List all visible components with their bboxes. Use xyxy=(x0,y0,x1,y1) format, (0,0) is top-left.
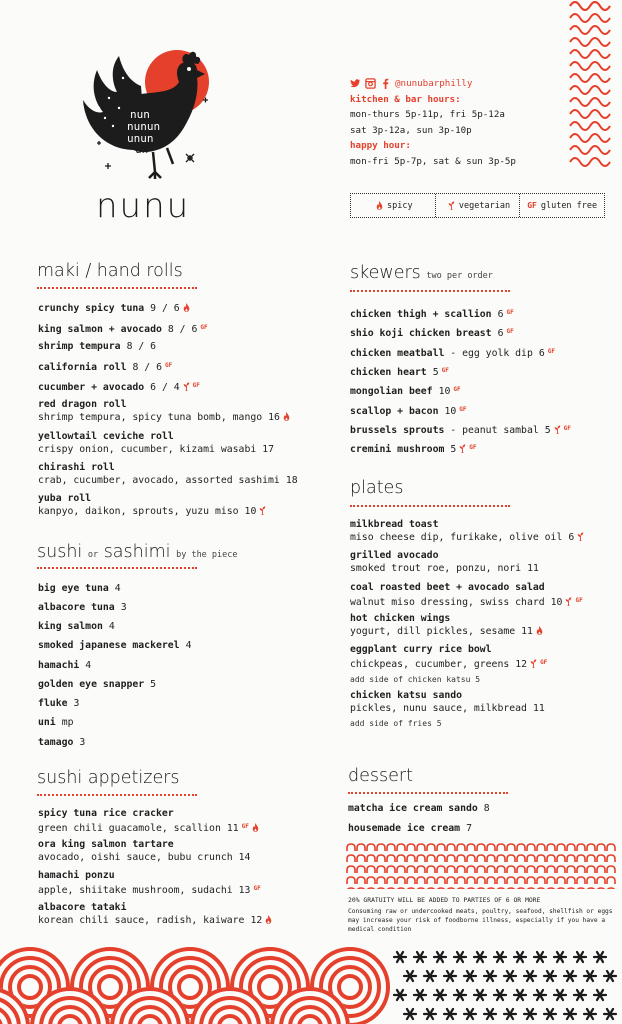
item-price: 10 xyxy=(550,597,563,608)
menu-item xyxy=(348,802,490,815)
wave-pattern-right xyxy=(568,0,616,172)
menu-item xyxy=(38,492,266,518)
title-word: sushi xyxy=(37,542,83,562)
section-divider xyxy=(348,792,508,794)
menu-item xyxy=(38,359,172,374)
flame-icon xyxy=(536,626,543,635)
social-handle[interactable]: @nunubarphilly xyxy=(395,78,473,89)
item-description: korean chili sauce, radish, kaiware xyxy=(38,915,245,926)
menu-item xyxy=(350,422,571,437)
wave-pattern-bottom xyxy=(0,945,622,1024)
item-price: 6 xyxy=(568,532,575,543)
foodborne-warning: Consuming raw or undercooked meats, poultry, seafood, shellfish or eggs may increase your risk of foodborne illness, especially if you have a medical condition xyxy=(348,908,613,933)
item-name: chicken heart xyxy=(350,367,427,378)
item-name: hot chicken wings xyxy=(350,613,451,624)
item-price: 5 xyxy=(432,367,439,378)
item-price: 10 xyxy=(438,386,451,397)
menu-item xyxy=(38,302,190,315)
menu-item xyxy=(350,581,583,609)
section-title-plates: plates xyxy=(350,478,404,498)
wave-pattern-band xyxy=(346,843,616,889)
item-description: pickles, nunu sauce, milkbread xyxy=(350,703,527,714)
menu-item xyxy=(38,582,121,595)
menu-item xyxy=(350,345,555,360)
item-price: 8 / 6 xyxy=(167,324,198,335)
item-name: yellowtail ceviche roll xyxy=(38,431,174,442)
menu-item xyxy=(350,383,461,398)
item-addon-note: add side of chicken katsu 5 xyxy=(350,675,481,684)
menu-item xyxy=(38,901,272,927)
sprout-icon xyxy=(459,444,466,453)
item-extra: - egg yolk dip xyxy=(450,348,533,359)
item-price: 17 xyxy=(262,444,275,455)
item-name: big eye tuna xyxy=(38,583,109,594)
item-price: 10 xyxy=(244,506,257,517)
item-price: 11 xyxy=(532,703,545,714)
item-description: chickpeas, cucumber, greens xyxy=(350,659,510,670)
section-divider xyxy=(37,567,197,569)
menu-item xyxy=(38,869,261,897)
section-divider xyxy=(350,505,510,507)
item-price: 3 xyxy=(79,737,86,748)
item-name: matcha ice cream sando xyxy=(348,803,478,814)
section-title-dessert: dessert xyxy=(348,766,413,786)
menu-item xyxy=(38,838,250,864)
kitchen-hours-heading: kitchen & bar hours: xyxy=(350,93,461,105)
item-name: coal roasted beet + avocado salad xyxy=(350,582,545,593)
item-price: 6 / 4 xyxy=(150,382,180,393)
item-price: 3 xyxy=(120,602,127,613)
item-description: crispy onion, cucumber, kizami wasabi xyxy=(38,444,257,455)
gf-tag: GF xyxy=(547,348,555,355)
item-name: king salmon xyxy=(38,621,103,632)
gf-tag: GF xyxy=(241,823,249,830)
item-price: 8 / 6 xyxy=(132,362,162,373)
menu-item xyxy=(38,716,74,729)
menu-item xyxy=(38,620,115,633)
legend-gluten-free xyxy=(519,194,604,217)
gf-tag: GF xyxy=(459,406,467,413)
legend-vegetarian xyxy=(435,194,520,217)
item-price: 11 xyxy=(226,823,239,834)
section-title-sushi xyxy=(37,542,238,562)
menu-item xyxy=(38,659,91,672)
menu-item xyxy=(350,518,584,544)
sprout-icon xyxy=(577,532,584,541)
item-addon-note: add side of fries 5 xyxy=(350,719,442,728)
section-divider xyxy=(350,290,510,292)
item-price: 12 xyxy=(250,915,263,926)
item-name: milkbread toast xyxy=(350,519,439,530)
item-name: shio koji chicken breast xyxy=(350,328,492,339)
item-name: hamachi xyxy=(38,660,80,671)
gf-tag: GF xyxy=(192,382,200,389)
menu-item xyxy=(38,807,259,835)
item-price: 8 / 6 xyxy=(126,341,157,352)
menu-item xyxy=(350,306,514,321)
item-description: kanpyo, daikon, sprouts, yuzu miso xyxy=(38,506,239,517)
instagram-icon[interactable] xyxy=(365,78,376,89)
item-price: 14 xyxy=(238,852,251,863)
flame-icon xyxy=(183,303,190,312)
item-name: brussels sprouts xyxy=(350,425,445,436)
item-price: 4 xyxy=(185,640,192,651)
item-price: 12 xyxy=(515,659,528,670)
gf-mark: GF xyxy=(527,201,537,210)
sprout-icon xyxy=(183,382,190,391)
item-description: crab, cucumber, avocado, assorted sashimi xyxy=(38,475,280,486)
item-price: 6 xyxy=(497,309,504,320)
item-price: 11 xyxy=(521,626,533,637)
item-extra: - peanut sambal xyxy=(450,425,539,436)
svg-text:unun: unun xyxy=(127,132,154,145)
item-description: avocado, oishi sauce, bubu crunch xyxy=(38,852,233,863)
svg-text:nunun: nunun xyxy=(127,120,161,133)
svg-text:un: un xyxy=(135,143,149,156)
flame-icon xyxy=(265,915,272,924)
menu-item xyxy=(38,321,208,336)
gf-tag: GF xyxy=(563,425,571,432)
menu-item xyxy=(38,461,298,487)
item-name: crunchy spicy tuna xyxy=(38,303,145,314)
section-subtitle: two per order xyxy=(426,271,493,281)
title-word: or xyxy=(87,550,99,560)
item-description: yogurt, dill pickles, sesame xyxy=(350,626,516,637)
legal-notice xyxy=(348,896,620,934)
item-name: chirashi roll xyxy=(38,462,115,473)
item-name: hamachi ponzu xyxy=(38,870,115,881)
item-name: ora king salmon tartare xyxy=(38,839,174,850)
item-price: 11 xyxy=(527,563,539,574)
menu-item xyxy=(38,697,79,710)
item-name: california roll xyxy=(38,362,127,373)
sprout-icon xyxy=(448,201,455,210)
menu-item xyxy=(350,549,539,575)
sprout-icon xyxy=(530,659,537,668)
item-name: uni xyxy=(38,717,56,728)
gf-tag: GF xyxy=(200,324,208,331)
item-name: scallop + bacon xyxy=(350,406,439,417)
item-name: albacore tataki xyxy=(38,902,127,913)
menu-item xyxy=(38,678,156,691)
flame-icon xyxy=(376,201,383,210)
flame-icon xyxy=(283,412,290,421)
gf-tag: GF xyxy=(453,386,461,393)
kitchen-hours-line: sat 3p-12a, sun 3p-10p xyxy=(350,124,472,136)
item-description: green chili guacamole, scallion xyxy=(38,823,221,834)
item-price: 4 xyxy=(85,660,92,671)
item-description: shrimp tempura, spicy tuna bomb, mango xyxy=(38,412,263,423)
item-price: 4 xyxy=(108,621,115,632)
item-name: chicken meatball xyxy=(350,348,445,359)
sprout-icon xyxy=(565,597,572,606)
menu-item xyxy=(350,689,545,730)
kitchen-hours-line: mon-thurs 5p-11p, fri 5p-12a xyxy=(350,109,505,120)
menu-item xyxy=(350,364,449,379)
section-title-skewers xyxy=(350,263,493,283)
item-name: albacore tuna xyxy=(38,602,115,613)
item-price: 13 xyxy=(238,885,251,896)
item-price: 6 xyxy=(497,328,504,339)
item-name: yuba roll xyxy=(38,493,92,504)
menu-item xyxy=(348,822,472,835)
item-name: fluke xyxy=(38,698,68,709)
gf-tag: GF xyxy=(469,444,477,451)
item-name: cremini mushroom xyxy=(350,444,445,455)
dietary-legend xyxy=(350,193,605,218)
item-name: chicken thigh + scallion xyxy=(350,309,492,320)
info-block xyxy=(350,76,565,169)
menu-item xyxy=(38,379,200,394)
item-price: 5 xyxy=(544,425,551,436)
item-price: 5 xyxy=(150,679,157,690)
menu-item xyxy=(350,325,514,340)
menu-item xyxy=(350,643,547,686)
item-description: apple, shiitake mushroom, sudachi xyxy=(38,885,233,896)
item-name: cucumber + avocado xyxy=(38,382,145,393)
menu-item xyxy=(350,403,467,418)
item-price: 18 xyxy=(285,475,298,486)
gf-tag: GF xyxy=(506,328,514,335)
item-price: 8 xyxy=(483,803,490,814)
menu-item xyxy=(350,441,477,456)
menu-item xyxy=(38,398,290,424)
item-price: 9 / 6 xyxy=(150,303,180,314)
gf-tag: GF xyxy=(441,367,449,374)
item-name: golden eye snapper xyxy=(38,679,145,690)
item-name: grilled avocado xyxy=(350,550,439,561)
svg-text:nun: nun xyxy=(130,108,150,121)
item-description: miso cheese dip, furikake, olive oil xyxy=(350,532,563,543)
menu-item xyxy=(38,601,127,614)
item-price: 4 xyxy=(114,583,121,594)
sprout-icon xyxy=(554,425,561,434)
menu-item xyxy=(38,430,274,456)
item-price: 6 xyxy=(538,348,545,359)
legend-spicy xyxy=(351,194,435,217)
menu-item xyxy=(38,340,156,353)
gf-tag: GF xyxy=(506,309,514,316)
title-word: skewers xyxy=(350,263,421,283)
menu-item xyxy=(38,639,191,652)
facebook-icon[interactable] xyxy=(380,78,391,89)
section-divider xyxy=(37,794,197,796)
item-price: 10 xyxy=(444,406,457,417)
section-divider xyxy=(37,287,197,289)
sprout-icon xyxy=(259,506,266,515)
item-price: 16 xyxy=(268,412,280,423)
brand-wordmark: nunu xyxy=(96,186,191,226)
section-subtitle: by the piece xyxy=(176,550,238,560)
item-description: walnut miso dressing, swiss chard xyxy=(350,597,545,608)
item-price: 3 xyxy=(73,698,80,709)
gratuity-notice: 20% GRATUITY WILL BE ADDED TO PARTIES OF 6 OR MORE xyxy=(348,896,541,904)
item-price: 5 xyxy=(450,444,457,455)
section-title-appetizers: sushi appetizers xyxy=(37,768,180,788)
happy-hour-line: mon-fri 5p-7p, sat & sun 3p-5p xyxy=(350,155,516,167)
item-price: mp xyxy=(61,717,74,728)
item-name: eggplant curry rice bowl xyxy=(350,644,492,655)
legend-spicy-label: spicy xyxy=(387,200,413,211)
gf-tag: GF xyxy=(164,362,173,369)
gf-tag: GF xyxy=(253,885,261,892)
menu-item xyxy=(350,612,543,638)
item-name: spicy tuna rice cracker xyxy=(38,808,174,819)
twitter-icon[interactable] xyxy=(350,78,361,89)
section-title-maki: maki / hand rolls xyxy=(37,261,183,281)
rooster-logo xyxy=(75,38,225,188)
legend-gluten-free-label: gluten free xyxy=(540,200,598,211)
item-name: tamago xyxy=(38,737,74,748)
social-row xyxy=(350,76,565,92)
item-name: mongolian beef xyxy=(350,386,433,397)
item-name: shrimp tempura xyxy=(38,341,121,352)
legend-vegetarian-label: vegetarian xyxy=(458,200,511,211)
gf-tag: GF xyxy=(540,659,548,666)
item-price: 7 xyxy=(466,823,472,834)
title-word: sashimi xyxy=(103,542,171,562)
item-name: chicken katsu sando xyxy=(350,690,463,701)
item-name: king salmon + avocado xyxy=(38,324,162,335)
item-name: housemade ice cream xyxy=(348,823,461,834)
item-description: smoked trout roe, ponzu, nori xyxy=(350,563,522,574)
gf-tag: GF xyxy=(575,597,583,604)
flame-icon xyxy=(252,823,259,832)
item-name: smoked japanese mackerel xyxy=(38,640,180,651)
menu-item xyxy=(38,736,85,749)
item-name: red dragon roll xyxy=(38,399,127,410)
happy-hour-heading: happy hour: xyxy=(350,140,411,151)
